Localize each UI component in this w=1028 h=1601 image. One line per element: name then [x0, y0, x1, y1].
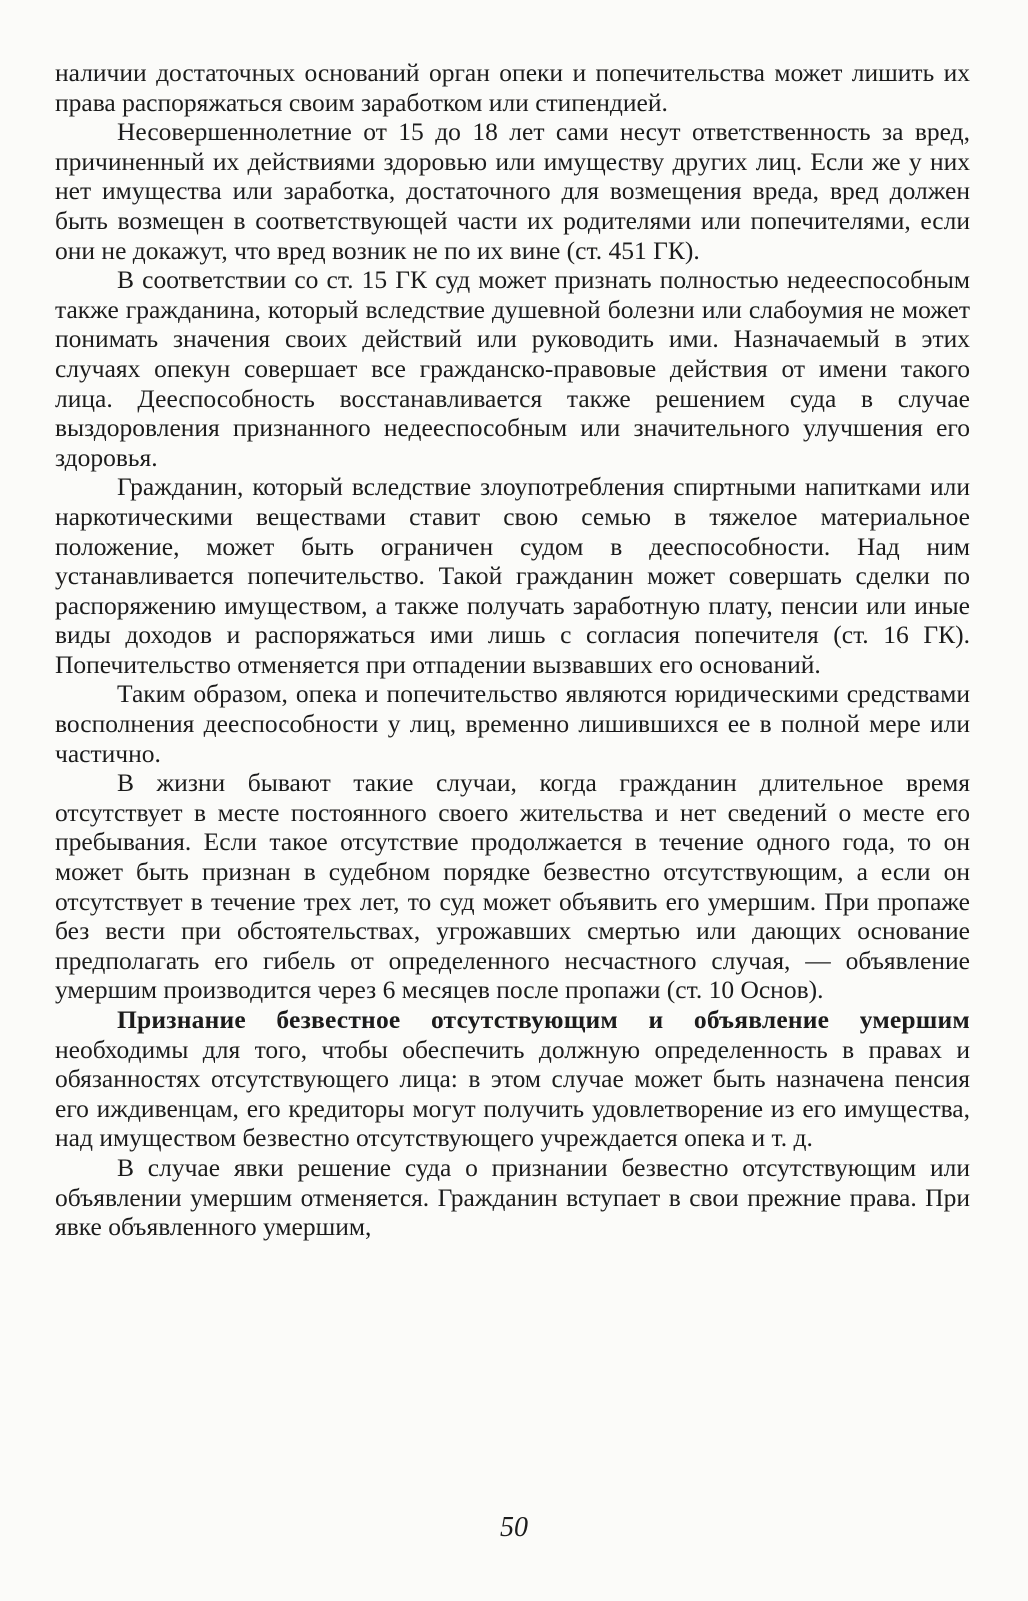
page-number: 50: [500, 1512, 528, 1543]
body-text: [55, 58, 970, 1242]
paragraph-body: необходимы для того, чтобы обеспечить должную определенность в правах и обязанностях отсутствующего лица: в этом случае может быть назначена пенсия его иждивенцам, его кредиторы могут получить удовлетворение из его имущества, над имуществом безвестно отсутствующего учреждается опека и т. д.: [55, 1034, 970, 1153]
bold-lead-term: Признание безвестное отсутствующим и объявление умершим: [117, 1005, 970, 1034]
paragraph: Гражданин, который вследствие злоупотребления спиртными напитками или наркотическими веществами ставит свою семью в тяжелое материальное положение, может быть ограничен судом в дееспособности. Над ним устанавливается попечительство. Такой гражданин может совершать сделки по распоряжению имуществом, а также получать заработную плату, пенсии или иные виды доходов и распоряжаться ими лишь с согласия попечителя (ст. 16 ГК). Попечительство отменяется при отпадении вызвавших его оснований.: [55, 472, 970, 679]
paragraph: Таким образом, опека и попечительство являются юридическими средствами восполнения дееспособности у лиц, временно лишившихся ее в полной мере или частично.: [55, 679, 970, 768]
paragraph: Несовершеннолетние от 15 до 18 лет сами несут ответственность за вред, причиненный их действиями здоровью или имуществу других лиц. Если же у них нет имущества или заработка, достаточного для возмещения вреда, вред должен быть возмещен в соответствующей части их родителями или попечителями, если они не докажут, что вред возник не по их вине (ст. 451 ГК).: [55, 117, 970, 265]
paragraph-with-bold-lead: [55, 1005, 970, 1153]
paragraph-continued: наличии достаточных оснований орган опеки и попечительства может лишить их права распоряжаться своим заработком или стипендией.: [55, 58, 970, 117]
paragraph: В соответствии со ст. 15 ГК суд может признать полностью недееспособным также гражданина, который вследствие душевной болезни или слабоумия не может понимать значения своих действий или руководить ими. Назначаемый в этих случаях опекун совершает все гражданско-правовые действия от имени такого лица. Дееспособность восстанавливается также решением суда в случае выздоровления признанного недееспособным или значительного улучшения его здоровья.: [55, 265, 970, 472]
paragraph: В случае явки решение суда о признании безвестно отсутствующим или объявлении умершим отменяется. Гражданин вступает в свои прежние права. При явке объявленного умершим,: [55, 1152, 970, 1242]
paragraph: В жизни бывают такие случаи, когда гражданин длительное время отсутствует в месте постоянного своего жительства и нет сведений о месте его пребывания. Если такое отсутствие продолжается в течение одного года, то он может быть признан в судебном порядке безвестно отсутствующим, а если он отсутствует в течение трех лет, то суд может объявить его умершим. При пропаже без вести при обстоятельствах, угрожавших смертью или дающих основание предполагать его гибель от определенного несчастного случая, — объявление умершим производится через 6 месяцев после пропажи (ст. 10 Основ).: [55, 768, 970, 1005]
